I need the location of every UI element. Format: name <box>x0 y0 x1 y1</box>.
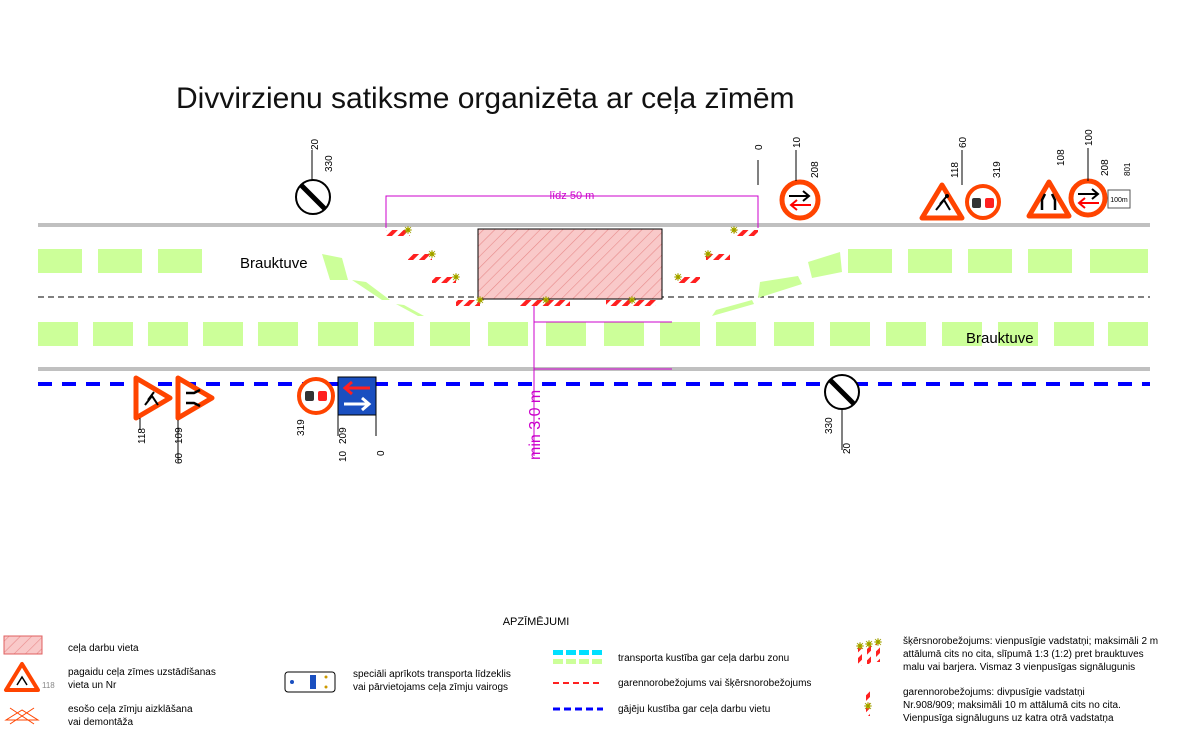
worksite-area <box>478 229 662 299</box>
sign-dist-109-bottom: 60 <box>174 452 185 464</box>
sign-code-108-top: 108 <box>1056 149 1067 166</box>
legend-temp-sign-code: 118 <box>42 681 55 690</box>
sign-dist-0-bottom: 0 <box>376 450 387 456</box>
page-title: Divvirzienu satiksme organizēta ar ceļa zīmēm <box>176 82 795 115</box>
legend-item-barrier: garennorobežojums vai šķērsnorobežojums <box>618 678 812 689</box>
no-overtaking-sign-bottom <box>299 379 333 413</box>
legend-vehicle-icon <box>285 672 335 692</box>
sign-code-319-top: 319 <box>992 161 1003 178</box>
sign-code-209-bottom: 209 <box>338 427 349 444</box>
legend-temp-sign-icon <box>6 664 38 690</box>
sign-code-208-top-2: 208 <box>1100 159 1111 176</box>
legend-item-traffic-flow: transporta kustība gar ceļa darbu zonu <box>618 653 790 664</box>
end-restriction-sign-bottom <box>825 375 859 450</box>
legend-remove-sign-icon <box>6 708 38 724</box>
sign-code-118-top: 118 <box>950 162 961 178</box>
legend-traffic-flow-swatch <box>553 650 602 664</box>
road-works-sign-top <box>922 150 962 218</box>
sign-dist-330-top: 20 <box>310 138 321 150</box>
distance-label: līdz 50 m <box>549 190 595 202</box>
sign-dist-209-bottom: 10 <box>338 450 349 462</box>
lane-label-top: Brauktuve <box>240 255 308 272</box>
legend-item-vehicle: speciāli aprīkots transporta līdzeklis vai pārvietojams ceļa zīmju vairogs <box>353 669 511 693</box>
road-narrows-sign-top <box>1029 182 1069 216</box>
plate-text: 100m <box>1110 197 1128 204</box>
priority-sign-bottom <box>338 377 376 436</box>
priority-oncoming-sign-top <box>782 150 818 218</box>
sign-code-109-bottom: 109 <box>174 427 185 444</box>
sign-code-330-top: 330 <box>324 155 335 172</box>
legend-worksite-swatch <box>4 636 42 654</box>
no-overtaking-sign-top <box>967 186 999 218</box>
legend-item-worksite: ceļa darbu vieta <box>68 643 139 654</box>
sign-dist-0-top: 0 <box>754 144 765 150</box>
legend-cross-barrier-icon <box>856 638 882 666</box>
lane-label-bottom: Brauktuve <box>966 330 1034 347</box>
legend-item-pedestrian: gājēju kustība gar ceļa darbu vietu <box>618 704 771 715</box>
sign-dist-208-top-2: 100 <box>1084 129 1095 146</box>
legend-long-barrier-icon <box>864 690 872 716</box>
sign-code-319-bottom: 319 <box>296 419 307 436</box>
sign-code-801-top: 801 <box>1123 162 1132 176</box>
priority-oncoming-sign-top-2 <box>1071 148 1105 215</box>
legend-item-long-barrier: garennorobežojums: divpusīgie vadstatņi Nr.908/909; maksimāli 10 m attālumā cits no cita. Vienpusīga signāluguns uz katra otrā vadstatņa <box>903 687 1121 724</box>
road-narrows-sign-bottom <box>178 378 212 462</box>
legend-heading: APZĪMĒJUMI <box>502 616 570 628</box>
sign-dist-330-bottom: 20 <box>842 442 853 454</box>
sign-dist-118-top: 60 <box>958 136 969 148</box>
sign-dist-208-top: 10 <box>792 136 803 148</box>
width-label: min 3.0 m <box>527 389 544 460</box>
legend-item-remove-sign: esošo ceļa zīmju aizklāšana vai demontāža <box>68 704 193 728</box>
legend-item-temp-sign: pagaidu ceļa zīmes uzstādīšanas vieta un Nr <box>68 667 216 691</box>
sign-code-330-bottom: 330 <box>824 417 835 434</box>
sign-code-208-top: 208 <box>810 161 821 178</box>
sign-code-118-bottom: 118 <box>137 428 148 444</box>
legend-item-cross-barrier: šķērsnorobežojums: vienpusīgie vadstatņi; maksimāli 2 m attālumā cits no cita, slīpumā 1:3 (1:2) pret brauktuves malu vai barjera. Vismaz 3 vienpusīgas signālugunis <box>903 636 1159 673</box>
